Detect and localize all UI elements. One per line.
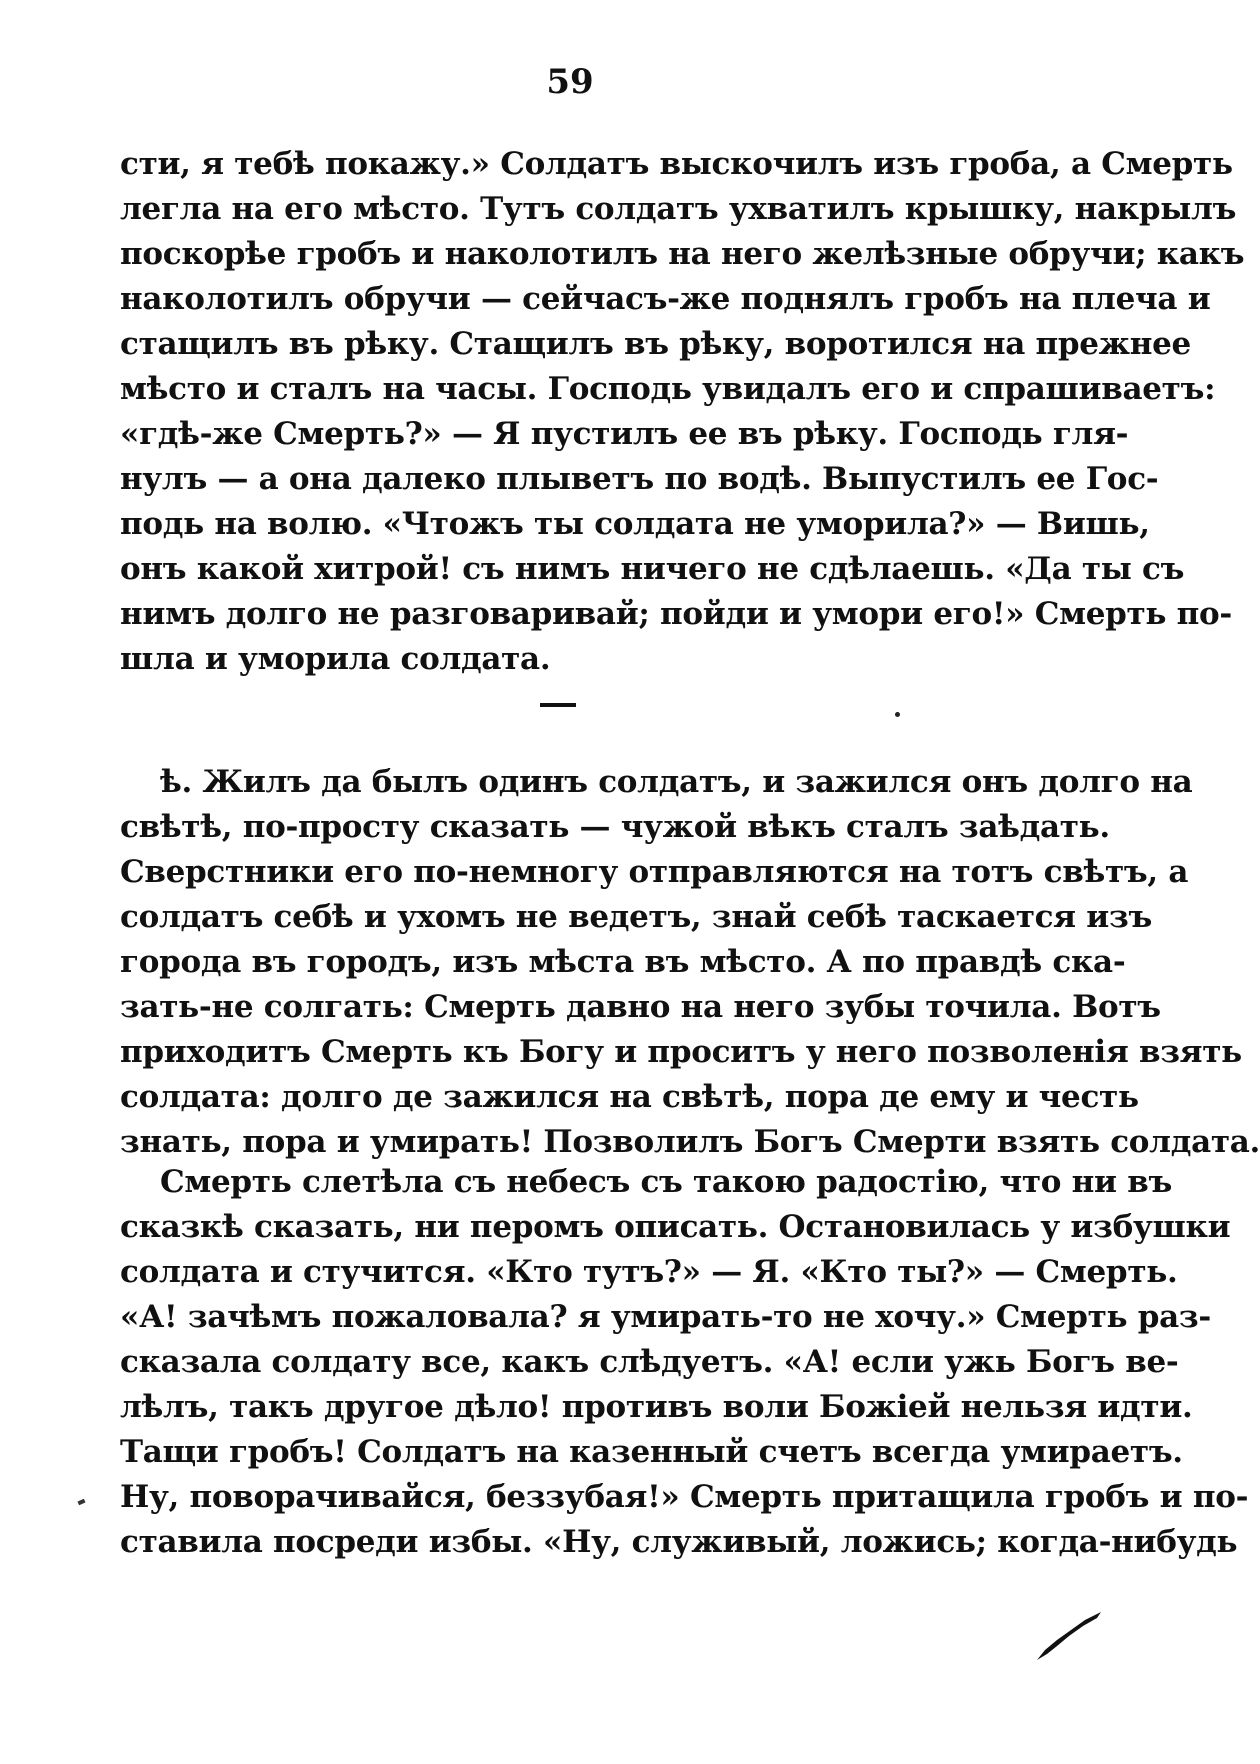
text-line: Тащи гробъ! Солдатъ на казенный счетъ всегда умираетъ. xyxy=(120,1434,1183,1470)
text-line: Сверстники его по-немногу отправляются на тотъ свѣтъ, а xyxy=(120,854,1189,890)
text-line: Ну, поворачивайся, беззубая!» Смерть притащила гробъ и по- xyxy=(120,1479,1249,1515)
text-block-story xyxy=(120,760,1260,1165)
text-line: подь на волю. «Чтожъ ты солдата не уморила?» — Вишь, xyxy=(120,506,1150,542)
text-line: лѣлъ, такъ другое дѣло! противъ воли Божіей нельзя идти. xyxy=(120,1389,1193,1425)
text-line: знать, пора и умирать! Позволилъ Богъ Смерти взять солдата. xyxy=(120,1124,1260,1160)
text-line: Смерть слетѣла съ небесъ съ такою радостію, что ни въ xyxy=(160,1164,1172,1200)
section-separator xyxy=(540,703,576,707)
text-line: «гдѣ-же Смерть?» — Я пустилъ ее въ рѣку. Господь гля- xyxy=(120,416,1129,452)
text-line: стащилъ въ рѣку. Стащилъ въ рѣку, воротился на прежнее xyxy=(120,326,1191,362)
text-line: нулъ — а она далеко плыветъ по водѣ. Выпустилъ ее Гос- xyxy=(120,461,1159,497)
text-block-story-continued xyxy=(120,1160,1249,1565)
text-line: наколотилъ обручи — сейчасъ-же поднялъ гробъ на плеча и xyxy=(120,281,1211,317)
text-line: поскорѣе гробъ и наколотилъ на него желѣзные обручи; какъ xyxy=(120,236,1245,272)
text-line: легла на его мѣсто. Тутъ солдатъ ухватилъ крышку, накрылъ xyxy=(120,191,1237,227)
text-line: ставила посреди избы. «Ну, служивый, ложись; когда-нибудь xyxy=(120,1524,1238,1560)
text-line: сти, я тебѣ покажу.» Солдатъ выскочилъ изъ гроба, а Смерть xyxy=(120,146,1233,182)
text-line: солдата: долго де зажился на свѣтѣ, пора де ему и честь xyxy=(120,1079,1139,1115)
text-line: приходитъ Смерть къ Богу и проситъ у него позволенія взять xyxy=(120,1034,1242,1070)
text-line: сказала солдату все, какъ слѣдуетъ. «А! если ужь Богъ ве- xyxy=(120,1344,1179,1380)
text-line: нимъ долго не разговаривай; пойди и умори его!» Смерть по- xyxy=(120,596,1232,632)
page-number: 59 xyxy=(546,62,594,102)
text-line: шла и уморила солдата. xyxy=(120,641,551,677)
text-block-continuation xyxy=(120,142,1245,682)
text-line: зать-не солгать: Смерть давно на него зубы точила. Вотъ xyxy=(120,989,1161,1025)
margin-speck xyxy=(77,1499,85,1506)
print-speck xyxy=(895,712,900,717)
text-line: сказкѣ сказать, ни перомъ описать. Остановилась у избушки xyxy=(120,1209,1231,1245)
text-line: онъ какой хитрой! съ нимъ ничего не сдѣлаешь. «Да ты съ xyxy=(120,551,1185,587)
text-line: солдатъ себѣ и ухомъ не ведетъ, знай себѣ таскается изъ xyxy=(120,899,1152,935)
text-line: мѣсто и сталъ на часы. Господь увидалъ его и спрашиваетъ: xyxy=(120,371,1216,407)
text-line: «А! зачѣмъ пожаловала? я умирать-то не хочу.» Смерть раз- xyxy=(120,1299,1211,1335)
text-line: свѣтѣ, по-просту сказать — чужой вѣкъ сталъ заѣдать. xyxy=(120,809,1110,845)
text-line: ѣ. Жилъ да былъ одинъ солдатъ, и зажился онъ долго на xyxy=(160,764,1193,800)
text-line: солдата и стучится. «Кто тутъ?» — Я. «Кто ты?» — Смерть. xyxy=(120,1254,1178,1290)
text-line: города въ городъ, изъ мѣста въ мѣсто. А по правдѣ ска- xyxy=(120,944,1126,980)
quill-icon xyxy=(1035,1610,1103,1662)
